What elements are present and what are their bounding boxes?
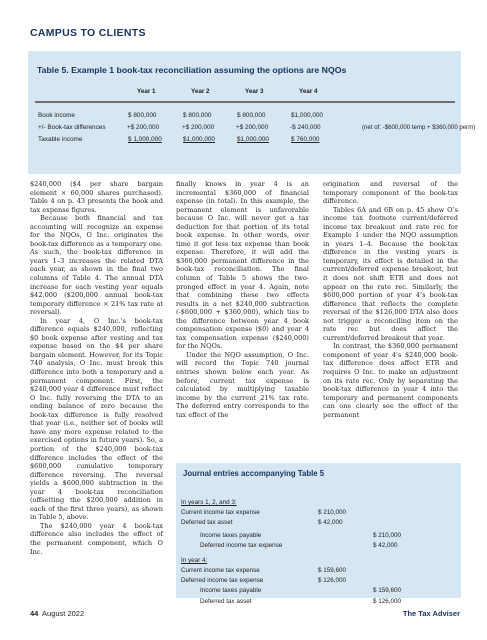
account-label: Deferred income tax expense: [200, 542, 283, 549]
section-heading-year-4: [181, 557, 456, 566]
column-header-year-1: Year 1: [137, 88, 156, 95]
journal-line: [181, 577, 456, 586]
cell-year-3: +$ 200,000: [236, 124, 269, 131]
cell-year-2: $1,000,000: [183, 136, 215, 143]
cell-year-1: +$ 200,000: [127, 124, 160, 131]
credit-amount: $ 159,600: [373, 587, 402, 594]
row-label: +/- Book-tax differences: [38, 124, 106, 131]
paragraph: Because both financial and tax accounting will recognize an expense for the NQOs, O Inc. originates the book-tax difference as a temporary one. As such, the book-tax difference in years 1–3 increases the related DTA each year, as shown in the final two columns of Table 4. The annual DTA increase for each vesting year equals $42,000 ($200,000 annual book-tax temporary difference × 21% tax rate at reversal).: [30, 214, 163, 317]
journal-line: [181, 567, 456, 576]
account-label: Current income tax expense: [181, 509, 260, 516]
debit-amount: $ 159,600: [318, 567, 347, 574]
table-5-panel: [28, 51, 476, 174]
cell-year-2: $ 800,000: [183, 112, 212, 119]
row-label: Book income: [38, 112, 75, 119]
page-footer-left: [30, 609, 84, 618]
journal-line: [181, 519, 456, 528]
paragraph: finally knows in year 4 is an incremental $360,000 of financial expense (in total). In this example, the permanent element is unfavorable because O Inc. will never get a tax deduction for that portion of its total book expense. In other words, over time it got less tax expense than book expense. Therefore, it will add the $360,000 permanent difference in the book-tax reconciliation. The final column of Table 5 shows the two-pronged effect in year 4. Again, note that combining these two effects results in a net $240,000 subtraction (-$600,000 + $360,000), which ties to the difference between year 4 book compensation expense ($0) and year 4 tax compensation expense ($240,000) for the NQOs.: [176, 180, 309, 351]
paragraph: Under the NQO assumption, O Inc. will record the Topic 740 journal entries shown below each year. As before, current tax expense is calculated by multiplying taxable income by the current 21% tax rate. The deferred entry corresponds to the tax effect of the: [176, 350, 309, 419]
debit-amount: $ 42,000: [318, 519, 343, 526]
column-header-year-3: Year 3: [245, 88, 264, 95]
credit-amount: $ 42,000: [373, 542, 398, 549]
cell-year-3: $ 800,000: [237, 112, 266, 119]
journal-line: [181, 598, 456, 607]
issue-date: August 2022: [42, 609, 85, 618]
cell-year-1: $ 800,000: [128, 112, 157, 119]
cell-year-2: +$ 200,000: [182, 124, 215, 131]
table-row-taxable-income: [28, 136, 461, 146]
row-note: (net of: -$600,000 temp + $360,000 perm): [362, 124, 476, 131]
account-label: Deferred income tax expense: [181, 577, 264, 584]
body-column-3: [323, 180, 458, 419]
table-5-title: Table 5. Example 1 book-tax reconciliation assuming the options are NQOs: [37, 65, 347, 75]
column-header-year-4: Year 4: [299, 88, 318, 95]
row-label: Taxable income: [38, 136, 83, 143]
account-label: Income taxes payable: [200, 587, 262, 594]
paragraph: In contrast, the $360,000 permanent component of year 4’s $240,000 book-tax difference does affect ETR and requires O Inc. to make an adjustment on its rate rec. Only by separating the book-tax difference in year 4 into the temporary and permanent components can one clearly see the effect of the permanent: [323, 342, 458, 419]
account-label: Deferred tax asset: [181, 519, 233, 526]
page-number: 44: [30, 609, 39, 618]
debit-amount: $ 126,000: [318, 577, 347, 584]
journal-entries-panel: [176, 463, 461, 598]
paragraph: $240,000 ($4 per share bargain element × 60,000 shares purchased). Table 4 on p. 43 presents the book and tax expense figures.: [30, 180, 163, 214]
body-column-1: [30, 180, 163, 556]
table-row-book-income: [28, 112, 461, 122]
journal-line: [181, 587, 456, 596]
journal-line: [181, 532, 456, 541]
account-label: Current income tax expense: [181, 567, 260, 574]
paragraph: In year 4, O Inc.’s book-tax difference equals $240,000, reflecting $0 book expense after vesting and tax expense based on the $4 per share bargain element. However, for its Topic 740 analysis, O Inc. must break this difference into both a temporary and a permanent component. First, the $240,000 year 4 difference must reflect O Inc. fully reversing the DTA to an ending balance of zero because the book-tax difference is fully resolved that year (i.e., neither set of books will have any more expense related to the exercised options in future years). So, a portion of the $240,000 book-tax difference includes the effect of the $600,000 cumulative temporary difference reversing. The reversal yields a $600,000 subtraction in the year 4 book-tax reconciliation (offsetting the $200,000 addition in each of the first three years), as shown in Table 5, above.: [30, 316, 163, 522]
cell-year-4: $ 760,000: [291, 136, 320, 143]
credit-amount: $ 210,000: [373, 532, 402, 539]
cell-year-1: $ 1,000,000: [128, 136, 162, 143]
section-label: CAMPUS TO CLIENTS: [30, 27, 146, 39]
debit-amount: $ 210,000: [318, 509, 347, 516]
paragraph: Tables 6A and 6B on p. 45 show O’s income tax footnote current/deferred income tax breakout and rate rec for Example 1 under the NQO assumption in years 1–4. Because the book-tax difference in the vesting years is temporary, its effect is detailed in the current/deferred expense breakout, but it does not shift ETR and does not appear on the rate rec. Similarly, the $600,000 portion of year 4’s book-tax difference that reflects the complete reversal of the $126,000 DTA also does not trigger a reconciling item on the rate rec but does affect the current/deferred breakout that year.: [323, 205, 458, 342]
cell-year-4: $1,000,000: [291, 112, 323, 119]
section-heading-text: In year 4:: [181, 557, 208, 564]
publication-name: The Tax Adviser: [402, 609, 460, 618]
cell-year-4: -$ 240,000: [290, 124, 321, 131]
section-heading-text: In years 1, 2, and 3:: [181, 499, 237, 506]
journal-line: [181, 509, 456, 518]
account-label: Income taxes payable: [200, 532, 262, 539]
header-rule: [35, 101, 455, 103]
journal-entries-title: Journal entries accompanying Table 5: [183, 469, 325, 478]
paragraph: origination and reversal of the temporary component of the book-tax difference.: [323, 180, 458, 206]
cell-year-3: $1,000,000: [237, 136, 269, 143]
body-column-2: [176, 180, 309, 419]
column-header-year-2: Year 2: [191, 88, 210, 95]
table-row-book-tax-differences: [28, 124, 476, 134]
paragraph: The $240,000 year 4 book-tax difference also includes the effect of the permanent component, which O Inc.: [30, 521, 163, 556]
section-heading-years-1-3: [181, 499, 456, 508]
credit-amount: $ 126,000: [373, 598, 402, 605]
account-label: Deferred tax asset: [200, 598, 252, 605]
journal-line: [181, 542, 456, 551]
